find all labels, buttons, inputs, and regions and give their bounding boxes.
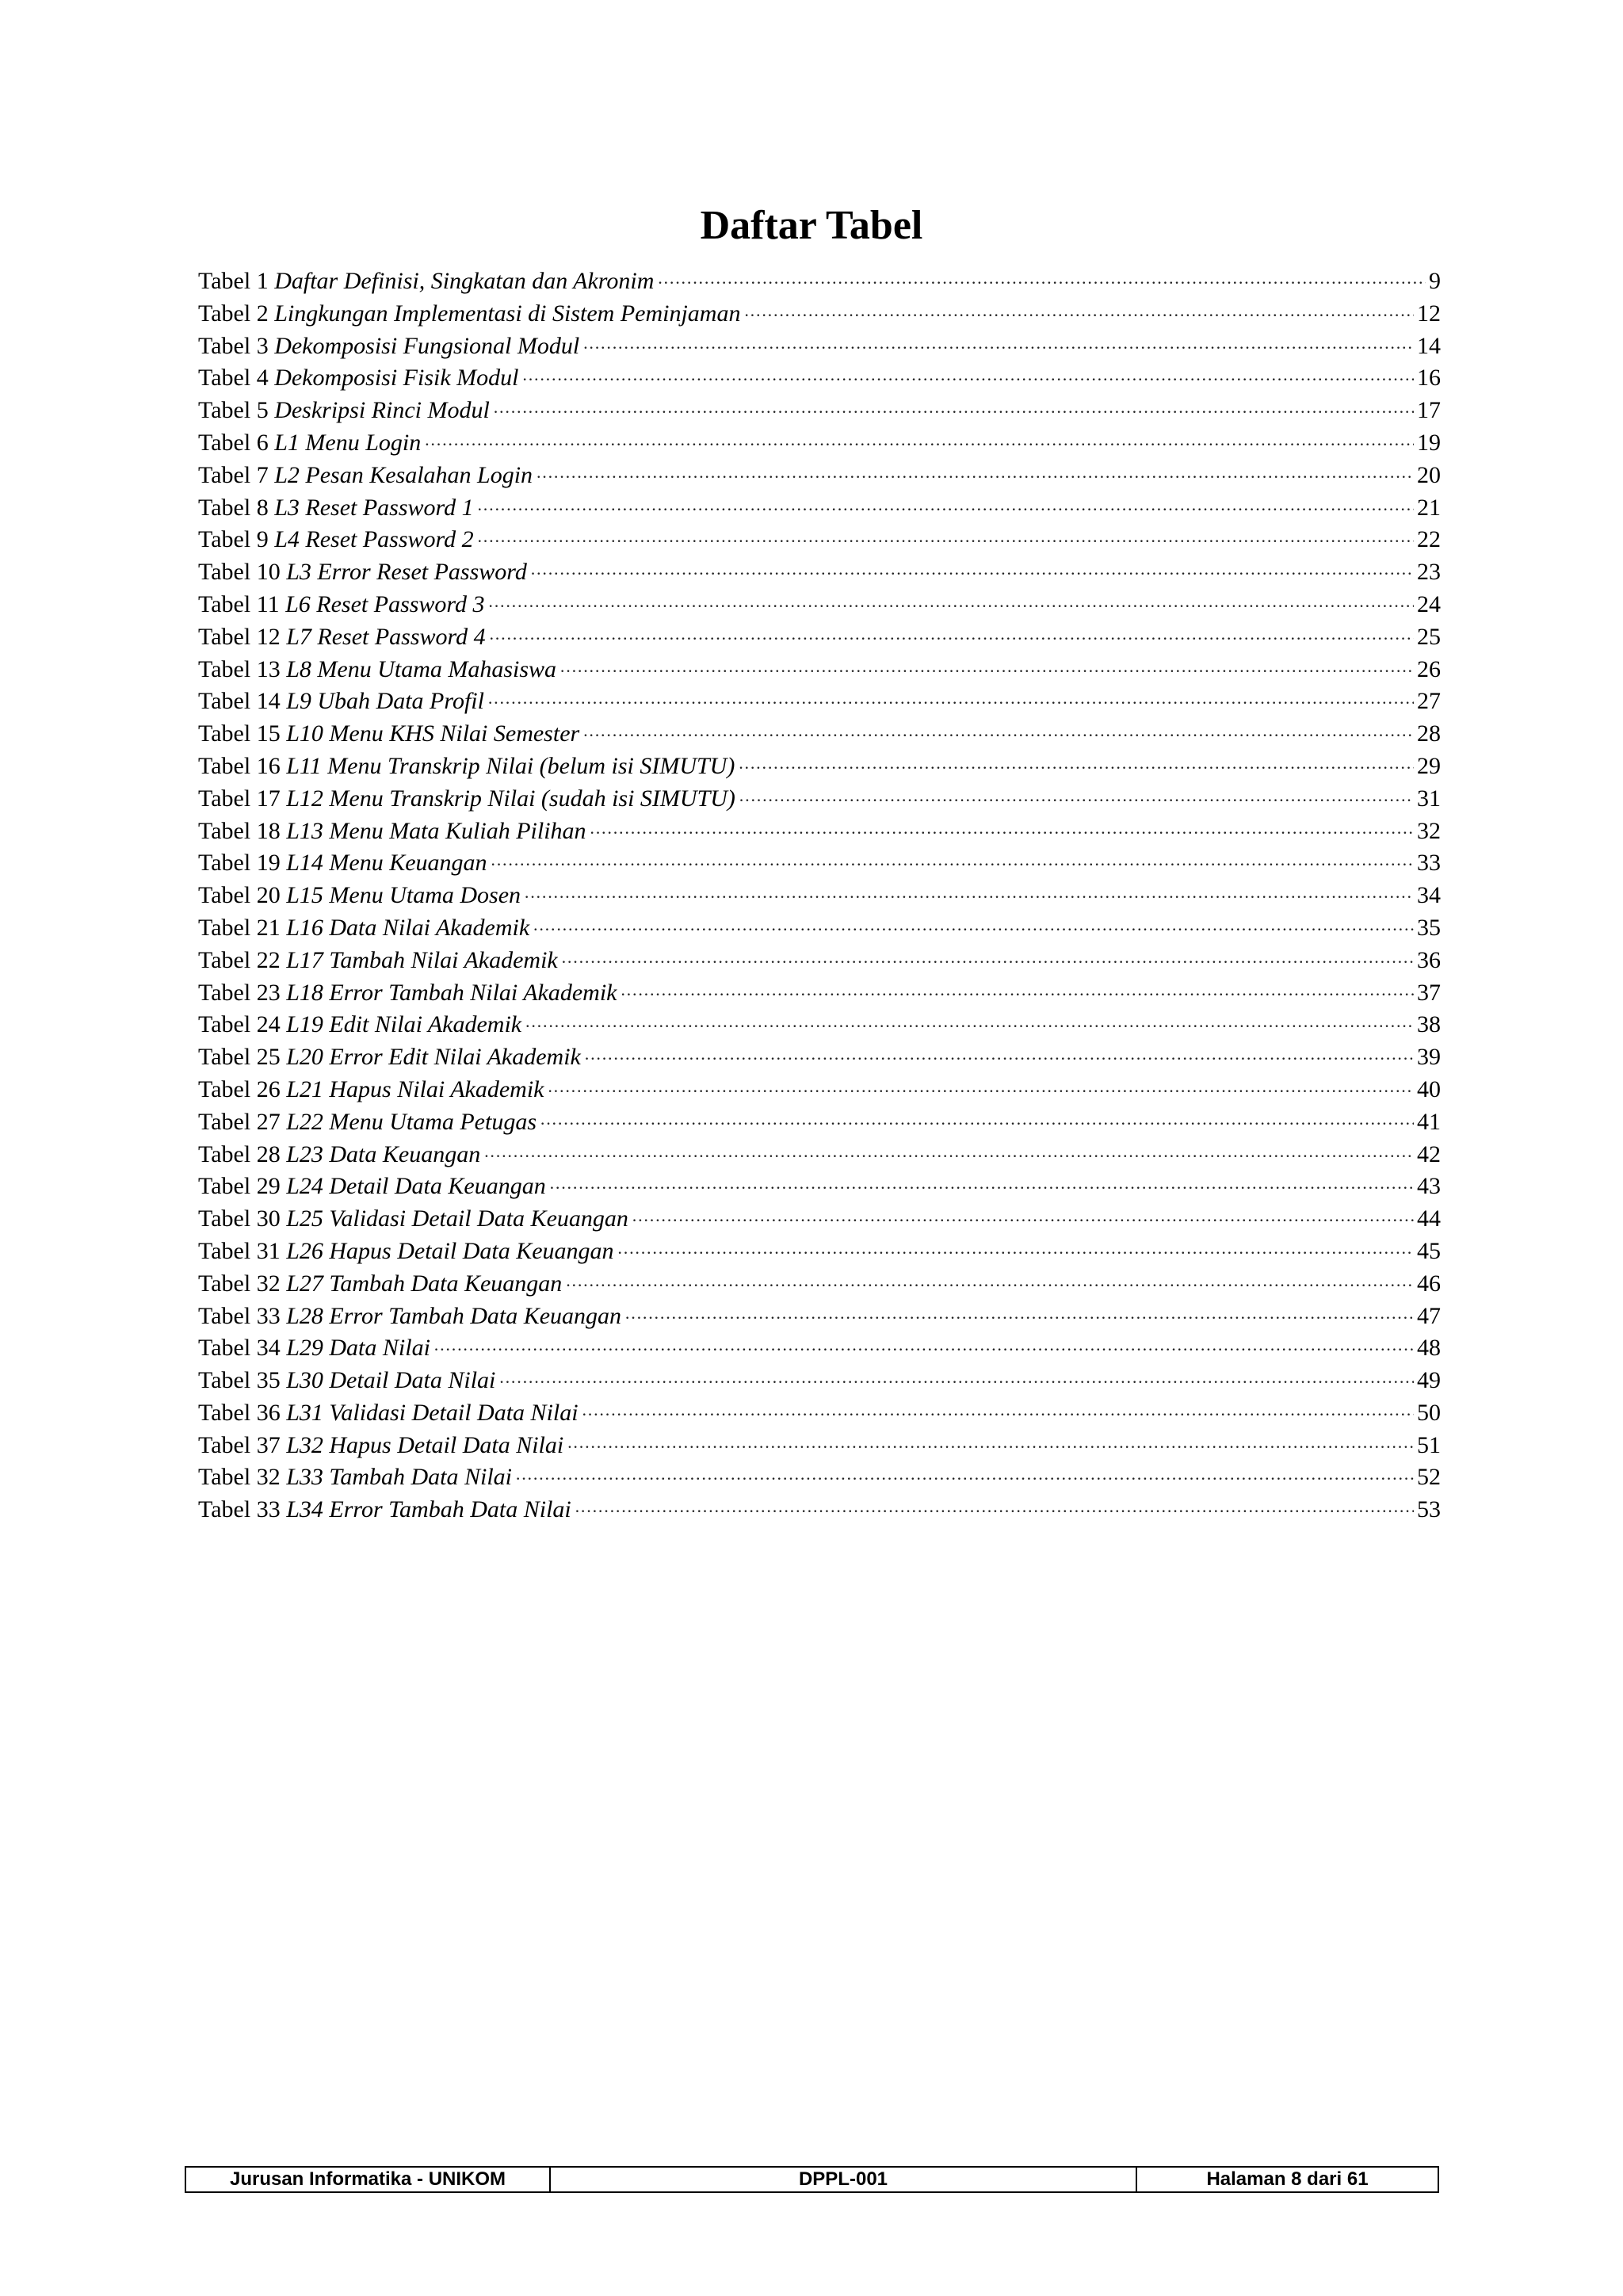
- toc-entry-label: [198, 847, 491, 880]
- toc-entry-label: [198, 556, 530, 589]
- toc-entry[interactable]: [198, 1461, 1441, 1494]
- toc-entry[interactable]: [198, 589, 1441, 621]
- toc-entry-title: Dekomposisi Fungsional Modul: [274, 332, 580, 359]
- toc-entry-number: Tabel 32: [198, 1270, 281, 1297]
- toc-entry[interactable]: [198, 556, 1441, 589]
- toc-entry[interactable]: [198, 718, 1441, 751]
- toc-entry-label: [198, 1301, 624, 1333]
- toc-dot-leader: [657, 267, 1426, 300]
- toc-entry-number: Tabel 6: [198, 429, 269, 456]
- toc-entry-number: Tabel 22: [198, 946, 281, 973]
- toc-entry[interactable]: [198, 1009, 1441, 1041]
- toc-entry-label: [198, 816, 590, 848]
- toc-entry-title: L2 Pesan Kesalahan Login: [274, 461, 533, 488]
- toc-dot-leader: [617, 1237, 1414, 1270]
- toc-entry-label: [198, 1494, 575, 1526]
- toc-entry-page-number: 36: [1417, 946, 1441, 973]
- toc-entry-number: Tabel 17: [198, 785, 281, 812]
- toc-entry-page-number: 14: [1417, 332, 1441, 359]
- toc-entry[interactable]: [198, 847, 1441, 880]
- toc-entry-title: L16 Data Nilai Akademik: [286, 914, 530, 941]
- toc-entry-number: Tabel 18: [198, 817, 281, 844]
- toc-entry-title: L19 Edit Nilai Akademik: [286, 1011, 522, 1038]
- toc-entry-label: [198, 912, 533, 945]
- toc-dot-leader: [498, 1366, 1414, 1399]
- toc-entry-number: Tabel 35: [198, 1367, 281, 1394]
- footer-page-number: Halaman 8 dari 61: [1206, 2168, 1369, 2190]
- toc-entry-title: L13 Menu Mata Kuliah Pilihan: [286, 817, 586, 844]
- toc-entry-label: [198, 460, 536, 492]
- toc-dot-leader: [424, 429, 1414, 461]
- toc-entry-page-number: 22: [1417, 526, 1441, 553]
- toc-entry[interactable]: [198, 395, 1441, 427]
- toc-entry-page-number: 23: [1417, 559, 1441, 586]
- toc-entry-page-number: 44: [1417, 1205, 1441, 1232]
- toc-dot-leader: [488, 590, 1415, 623]
- toc-entry-title: L11 Menu Transkrip Nilai (belum isi SIMUTU): [286, 752, 735, 779]
- toc-entry-page-number: 50: [1417, 1399, 1441, 1426]
- table-of-tables: [198, 266, 1441, 1526]
- toc-entry-label: [198, 266, 657, 298]
- toc-dot-leader: [632, 1205, 1414, 1237]
- toc-entry[interactable]: [198, 621, 1441, 654]
- toc-dot-leader: [575, 1496, 1414, 1528]
- toc-entry-number: Tabel 37: [198, 1431, 281, 1458]
- toc-dot-leader: [522, 364, 1415, 396]
- toc-entry-title: L7 Reset Password 4: [286, 623, 486, 650]
- toc-entry-number: Tabel 3: [198, 332, 269, 359]
- toc-entry-number: Tabel 20: [198, 882, 281, 909]
- toc-entry-label: [198, 945, 561, 977]
- toc-dot-leader: [582, 720, 1414, 752]
- toc-entry-number: Tabel 28: [198, 1140, 281, 1167]
- toc-entry-number: Tabel 5: [198, 397, 269, 424]
- toc-entry-title: L18 Error Tambah Nilai Akademik: [286, 979, 617, 1006]
- toc-entry-number: Tabel 19: [198, 850, 281, 877]
- toc-entry[interactable]: [198, 654, 1441, 686]
- toc-entry-title: Deskripsi Rinci Modul: [274, 397, 490, 424]
- toc-dot-leader: [738, 752, 1414, 785]
- toc-entry[interactable]: [198, 783, 1441, 816]
- toc-entry-label: [198, 1203, 632, 1236]
- toc-entry-number: Tabel 24: [198, 1011, 281, 1038]
- toc-entry-number: Tabel 33: [198, 1496, 281, 1523]
- toc-entry-title: L25 Validasi Detail Data Keuangan: [286, 1205, 628, 1232]
- toc-entry-label: [198, 1009, 525, 1041]
- toc-dot-leader: [489, 623, 1414, 655]
- toc-entry-page-number: 33: [1417, 850, 1441, 877]
- toc-entry-label: [198, 718, 582, 751]
- toc-entry-label: [198, 1430, 567, 1462]
- toc-entry-title: Daftar Definisi, Singkatan dan Akronim: [274, 268, 655, 294]
- toc-entry[interactable]: [198, 1074, 1441, 1106]
- toc-dot-leader: [525, 1010, 1414, 1043]
- toc-dot-leader: [524, 881, 1414, 914]
- toc-dot-leader: [559, 655, 1414, 688]
- toc-entry-label: [198, 1171, 549, 1203]
- toc-entry-number: Tabel 7: [198, 461, 269, 488]
- toc-entry-title: L10 Menu KHS Nilai Semester: [286, 720, 580, 747]
- toc-entry-title: L27 Tambah Data Keuangan: [286, 1270, 563, 1297]
- toc-entry-label: [198, 362, 522, 395]
- toc-dot-leader: [487, 687, 1414, 720]
- toc-entry[interactable]: [198, 1139, 1441, 1171]
- toc-entry-page-number: 47: [1417, 1302, 1441, 1329]
- toc-entry-title: L33 Tambah Data Nilai: [286, 1464, 512, 1491]
- toc-entry-number: Tabel 2: [198, 300, 269, 327]
- toc-entry[interactable]: [198, 1365, 1441, 1397]
- toc-entry-label: [198, 427, 424, 460]
- toc-entry[interactable]: [198, 1397, 1441, 1430]
- toc-entry-number: Tabel 33: [198, 1302, 281, 1329]
- toc-entry-page-number: 25: [1417, 623, 1441, 650]
- toc-entry-number: Tabel 12: [198, 623, 281, 650]
- toc-dot-leader: [530, 558, 1414, 590]
- toc-entry-page-number: 9: [1429, 268, 1441, 294]
- toc-entry-number: Tabel 31: [198, 1237, 281, 1264]
- toc-entry[interactable]: [198, 977, 1441, 1010]
- toc-entry[interactable]: [198, 460, 1441, 492]
- toc-entry-title: L26 Hapus Detail Data Keuangan: [286, 1237, 614, 1264]
- toc-entry[interactable]: [198, 1041, 1441, 1074]
- page-title: Daftar Tabel: [700, 203, 923, 248]
- toc-entry-number: Tabel 9: [198, 526, 269, 553]
- toc-entry-number: Tabel 34: [198, 1335, 281, 1362]
- toc-entry-label: [198, 1397, 582, 1430]
- toc-entry-title: L22 Menu Utama Petugas: [286, 1108, 537, 1135]
- toc-entry[interactable]: [198, 1430, 1441, 1462]
- toc-entry-number: Tabel 16: [198, 752, 281, 779]
- toc-dot-leader: [584, 1043, 1414, 1075]
- toc-dot-leader: [565, 1270, 1414, 1302]
- toc-dot-leader: [477, 494, 1414, 526]
- toc-entry[interactable]: [198, 751, 1441, 783]
- toc-entry[interactable]: [198, 492, 1441, 525]
- toc-dot-leader: [483, 1140, 1414, 1173]
- toc-entry-page-number: 17: [1417, 397, 1441, 424]
- toc-entry-page-number: 19: [1417, 429, 1441, 456]
- toc-entry-title: L1 Menu Login: [274, 429, 422, 456]
- toc-entry-label: [198, 977, 620, 1010]
- toc-entry-label: [198, 1074, 547, 1106]
- toc-entry-number: Tabel 4: [198, 365, 269, 392]
- toc-entry-label: [198, 298, 743, 330]
- toc-entry-title: Dekomposisi Fisik Modul: [274, 365, 519, 392]
- toc-entry-label: [198, 524, 477, 556]
- toc-entry-page-number: 12: [1417, 300, 1441, 327]
- toc-entry-number: Tabel 11: [198, 590, 280, 617]
- toc-entry[interactable]: [198, 266, 1441, 298]
- toc-entry-label: [198, 783, 739, 816]
- toc-entry-title: L3 Error Reset Password: [286, 559, 527, 586]
- toc-entry[interactable]: [198, 427, 1441, 460]
- toc-entry[interactable]: [198, 330, 1441, 363]
- toc-entry-number: Tabel 8: [198, 494, 269, 521]
- toc-entry-number: Tabel 14: [198, 688, 281, 715]
- toc-dot-leader: [739, 785, 1414, 817]
- toc-entry[interactable]: [198, 945, 1441, 977]
- toc-entry-page-number: 27: [1417, 688, 1441, 715]
- toc-entry-page-number: 34: [1417, 882, 1441, 909]
- toc-entry-page-number: 39: [1417, 1044, 1441, 1071]
- toc-dot-leader: [515, 1463, 1414, 1496]
- toc-entry-label: [198, 395, 493, 427]
- toc-entry-page-number: 41: [1417, 1108, 1441, 1135]
- toc-dot-leader: [477, 525, 1414, 558]
- toc-entry-title: L8 Menu Utama Mahasiswa: [286, 655, 557, 682]
- toc-entry-page-number: 31: [1417, 785, 1441, 812]
- toc-entry-page-number: 46: [1417, 1270, 1441, 1297]
- toc-entry-title: L17 Tambah Nilai Akademik: [286, 946, 558, 973]
- toc-entry-label: [198, 1236, 617, 1268]
- toc-entry[interactable]: [198, 1171, 1441, 1203]
- toc-entry-title: L34 Error Tambah Data Nilai: [286, 1496, 571, 1523]
- toc-entry-number: Tabel 10: [198, 559, 281, 586]
- toc-entry-number: Tabel 29: [198, 1173, 281, 1200]
- toc-entry-label: [198, 492, 477, 525]
- toc-entry-page-number: 52: [1417, 1464, 1441, 1491]
- toc-entry-page-number: 20: [1417, 461, 1441, 488]
- footer-document-code: DPPL-001: [551, 2168, 1137, 2191]
- toc-entry-page-number: 51: [1417, 1431, 1441, 1458]
- toc-entry-label: [198, 1268, 565, 1301]
- toc-entry-page-number: 40: [1417, 1075, 1441, 1102]
- toc-entry-number: Tabel 1: [198, 268, 269, 294]
- toc-entry-number: Tabel 23: [198, 979, 281, 1006]
- toc-entry-title: L28 Error Tambah Data Keuangan: [286, 1302, 622, 1329]
- toc-entry-page-number: 24: [1417, 590, 1441, 617]
- toc-entry-title: L21 Hapus Nilai Akademik: [286, 1075, 544, 1102]
- toc-entry-page-number: 37: [1417, 979, 1441, 1006]
- toc-entry[interactable]: [198, 1106, 1441, 1139]
- toc-entry[interactable]: [198, 912, 1441, 945]
- toc-entry-label: [198, 1106, 540, 1139]
- toc-entry-title: L9 Ubah Data Profil: [286, 688, 484, 715]
- toc-entry[interactable]: [198, 1494, 1441, 1526]
- toc-entry-page-number: 38: [1417, 1011, 1441, 1038]
- toc-dot-leader: [624, 1302, 1414, 1335]
- toc-dot-leader: [582, 1399, 1414, 1431]
- toc-entry-number: Tabel 26: [198, 1075, 281, 1102]
- toc-entry-number: Tabel 30: [198, 1205, 281, 1232]
- toc-entry-page-number: 32: [1417, 817, 1441, 844]
- toc-entry-number: Tabel 15: [198, 720, 281, 747]
- toc-entry[interactable]: [198, 1332, 1441, 1365]
- toc-entry-title: L15 Menu Utama Dosen: [286, 882, 521, 909]
- toc-entry-title: L29 Data Nilai: [286, 1335, 430, 1362]
- toc-dot-leader: [547, 1075, 1414, 1108]
- toc-entry[interactable]: [198, 1268, 1441, 1301]
- toc-entry-page-number: 35: [1417, 914, 1441, 941]
- toc-dot-leader: [561, 946, 1414, 979]
- toc-entry-title: L4 Reset Password 2: [274, 526, 474, 553]
- toc-entry-page-number: 48: [1417, 1335, 1441, 1362]
- toc-dot-leader: [540, 1108, 1414, 1140]
- page-footer: [185, 2166, 1439, 2193]
- toc-entry-page-number: 29: [1417, 752, 1441, 779]
- toc-entry-title: L6 Reset Password 3: [285, 590, 485, 617]
- toc-entry-page-number: 26: [1417, 655, 1441, 682]
- toc-entry[interactable]: [198, 816, 1441, 848]
- toc-entry-title: L14 Menu Keuangan: [286, 850, 487, 877]
- toc-entry-number: Tabel 32: [198, 1464, 281, 1491]
- toc-entry-label: [198, 880, 524, 912]
- toc-entry-title: L31 Validasi Detail Data Nilai: [286, 1399, 579, 1426]
- toc-entry[interactable]: [198, 880, 1441, 912]
- toc-entry-page-number: 53: [1417, 1496, 1441, 1523]
- toc-dot-leader: [567, 1431, 1414, 1464]
- toc-entry-number: Tabel 36: [198, 1399, 281, 1426]
- toc-dot-leader: [491, 849, 1414, 881]
- toc-entry-label: [198, 686, 487, 718]
- toc-dot-leader: [536, 461, 1414, 494]
- toc-entry[interactable]: [198, 1301, 1441, 1333]
- toc-entry-page-number: 21: [1417, 494, 1441, 521]
- footer-department: Jurusan Informatika - UNIKOM: [186, 2168, 551, 2191]
- toc-entry-page-number: 28: [1417, 720, 1441, 747]
- toc-entry-page-number: 49: [1417, 1367, 1441, 1394]
- toc-entry[interactable]: [198, 298, 1441, 330]
- toc-entry-number: Tabel 25: [198, 1044, 281, 1071]
- toc-entry-label: [198, 751, 738, 783]
- toc-entry-page-number: 43: [1417, 1173, 1441, 1200]
- toc-dot-leader: [582, 332, 1414, 365]
- toc-entry-number: Tabel 13: [198, 655, 281, 682]
- toc-entry-page-number: 42: [1417, 1140, 1441, 1167]
- toc-dot-leader: [549, 1172, 1414, 1205]
- toc-dot-leader: [620, 979, 1414, 1011]
- toc-entry-title: L24 Detail Data Keuangan: [286, 1173, 546, 1200]
- toc-dot-leader: [590, 817, 1414, 850]
- toc-entry-title: L23 Data Keuangan: [286, 1140, 481, 1167]
- toc-entry-label: [198, 654, 559, 686]
- toc-entry[interactable]: [198, 686, 1441, 718]
- toc-entry-number: Tabel 27: [198, 1108, 281, 1135]
- toc-entry-label: [198, 621, 489, 654]
- toc-entry[interactable]: [198, 1203, 1441, 1236]
- toc-entry-title: L12 Menu Transkrip Nilai (sudah isi SIMUTU): [286, 785, 735, 812]
- toc-entry-label: [198, 1139, 483, 1171]
- toc-entry-label: [198, 1332, 433, 1365]
- toc-dot-leader: [433, 1334, 1414, 1366]
- toc-entry-title: L30 Detail Data Nilai: [286, 1367, 496, 1394]
- toc-dot-leader: [533, 914, 1414, 946]
- toc-entry-title: Lingkungan Implementasi di Sistem Peminjaman: [274, 300, 741, 327]
- toc-entry-title: L3 Reset Password 1: [274, 494, 474, 521]
- toc-dot-leader: [493, 396, 1414, 429]
- toc-entry[interactable]: [198, 524, 1441, 556]
- toc-entry[interactable]: [198, 362, 1441, 395]
- toc-entry[interactable]: [198, 1236, 1441, 1268]
- toc-entry-label: [198, 1461, 515, 1494]
- toc-entry-label: [198, 1041, 584, 1074]
- toc-entry-title: L32 Hapus Detail Data Nilai: [286, 1431, 564, 1458]
- toc-entry-label: [198, 589, 488, 621]
- toc-entry-page-number: 45: [1417, 1237, 1441, 1264]
- toc-entry-page-number: 16: [1417, 365, 1441, 392]
- toc-entry-label: [198, 1365, 498, 1397]
- toc-entry-number: Tabel 21: [198, 914, 281, 941]
- toc-entry-label: [198, 330, 582, 363]
- toc-dot-leader: [743, 300, 1414, 332]
- toc-entry-title: L20 Error Edit Nilai Akademik: [286, 1044, 581, 1071]
